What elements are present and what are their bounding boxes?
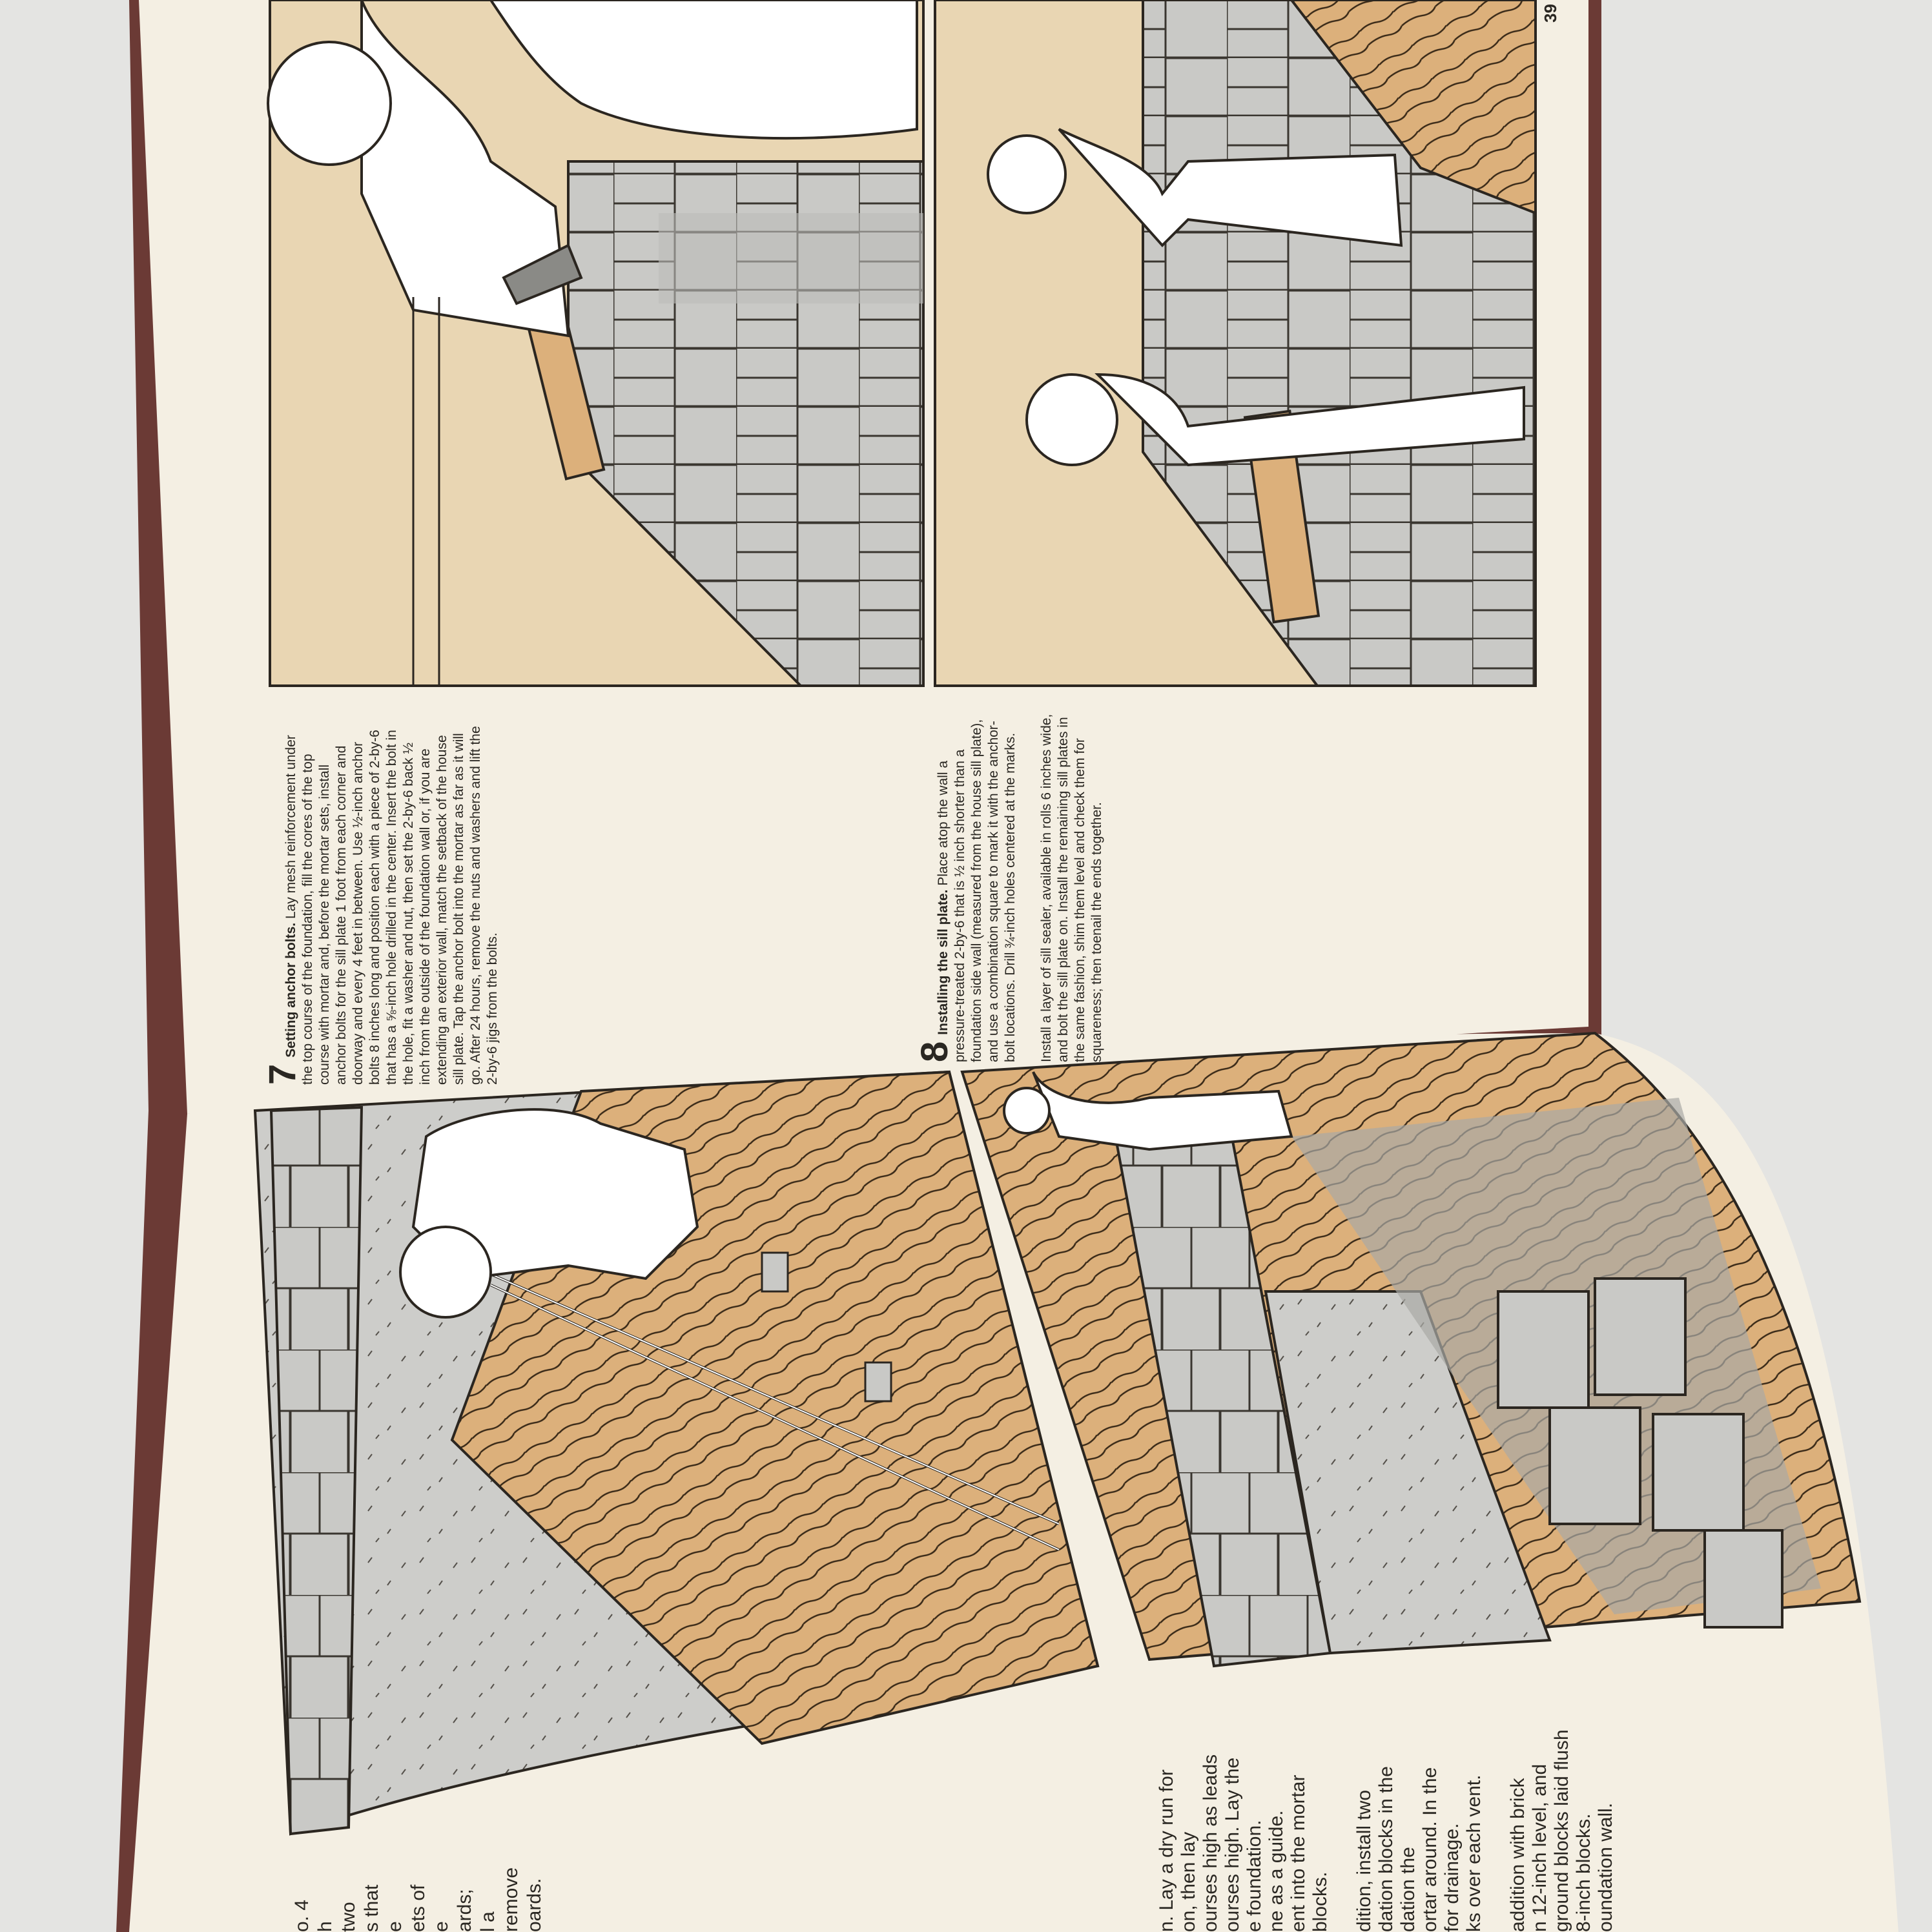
fragment-a-line: oards. [524, 1878, 545, 1932]
illustration-sill-plate [935, 0, 1560, 686]
fragment-b-line: ent into the mortar [1288, 1774, 1309, 1932]
fragment-a-line: ards; [454, 1889, 475, 1932]
step-7-text [262, 723, 520, 1085]
fragment-a-line: o. 4 [291, 1899, 313, 1932]
fragment-b-line [1485, 1712, 1507, 1932]
step-8-body-1: Place atop the wall a pressure-treated 2-by-6 that is ½ inch shorter than a foundation side wall (measured from the house sill plate), and use a combination square to mark it with the anchor-bolt locations. Drill ¾-inch holes centered at the marks. [936, 719, 1018, 1062]
fragment-a-line: s that [361, 1884, 382, 1932]
fragment-a-line: e [384, 1921, 406, 1932]
fragment-b-line: oundation wall. [1595, 1802, 1616, 1932]
fragment-a-line: e [431, 1921, 452, 1932]
illustration-anchor-bolts [268, 0, 923, 686]
step-8-text [914, 701, 1125, 1062]
fragment-b-line: ne as a guide. [1266, 1810, 1287, 1932]
step-7-number: 7 [262, 1064, 303, 1085]
page-number: 39 [1541, 4, 1560, 23]
fragment-b-line: n 12-inch level, and [1529, 1763, 1550, 1932]
left-page-fragment-b [1156, 1712, 1617, 1932]
fragment-b-line: addition with brick [1507, 1778, 1528, 1932]
fragment-b-line [1331, 1712, 1353, 1932]
fragment-b-line: dation blocks in the [1375, 1766, 1397, 1932]
step-8-number: 8 [914, 1041, 956, 1062]
fragment-b-line: n. Lay a dry run for [1156, 1769, 1177, 1932]
fragment-a-line: l a [477, 1911, 498, 1932]
fragment-b-line: blocks. [1310, 1871, 1331, 1932]
fragment-b-line: ourses high. Lay the [1222, 1757, 1243, 1932]
fragment-a-line: ets of [407, 1884, 429, 1932]
step-7-body: Lay mesh reinforcement under the top course of the foundation, fill the cores of the top course with mortar and, before the mortar sets, install anchor bolts for the sill plate 1 foot from each corner and doorway and every 4 feet in between. Use ½-inch anchor bolts 8 inches long and position each with a piece of 2-by-6 that has a ⅝-inch hole drilled in the center. Insert the bolt in the hole, fit a washer and nut, then set the 2-by-6 back ½ inch from the outside of the foundation wall or, if you are extending an exterior wall, match the setback of the house sill plate. Tap the anchor bolt into the mortar as far as it will go. After 24 hours, remove the nuts and washers and lift the 2-by-6 jigs from the bolts. [283, 726, 500, 1085]
left-page-fragment-a [291, 1764, 546, 1932]
step-7-title: Setting anchor bolts. [283, 922, 298, 1058]
fragment-b-line: 8-inch blocks. [1573, 1813, 1594, 1932]
fragment-b-line: dition, install two [1353, 1789, 1375, 1932]
fragment-b-line: ks over each vent. [1463, 1774, 1485, 1932]
fragment-a-line: h [314, 1921, 336, 1932]
fragment-b-line: ground blocks laid flush [1551, 1729, 1572, 1932]
fragment-b-line: dation the [1397, 1847, 1419, 1932]
fragment-b-line: ortar around. In the [1419, 1767, 1441, 1932]
step-8-title: Installing the sill plate. [936, 889, 951, 1035]
fragment-b-line: for drainage. [1441, 1823, 1463, 1932]
fragment-a-line: two [338, 1902, 359, 1932]
step-8-body-2: Install a layer of sill sealer, available in rolls 6 inches wide, and bolt the sill plate on. Install the remaining sill plates in the same fashion, shim them level and check them for squareness; then toenail the ends together. [1039, 714, 1104, 1062]
fragment-b-line: e foundation. [1244, 1820, 1265, 1932]
fragment-b-line: ourses high as leads [1200, 1754, 1221, 1932]
fragment-b-line: on, then lay [1178, 1831, 1199, 1932]
fragment-a-line: remove [500, 1867, 522, 1932]
